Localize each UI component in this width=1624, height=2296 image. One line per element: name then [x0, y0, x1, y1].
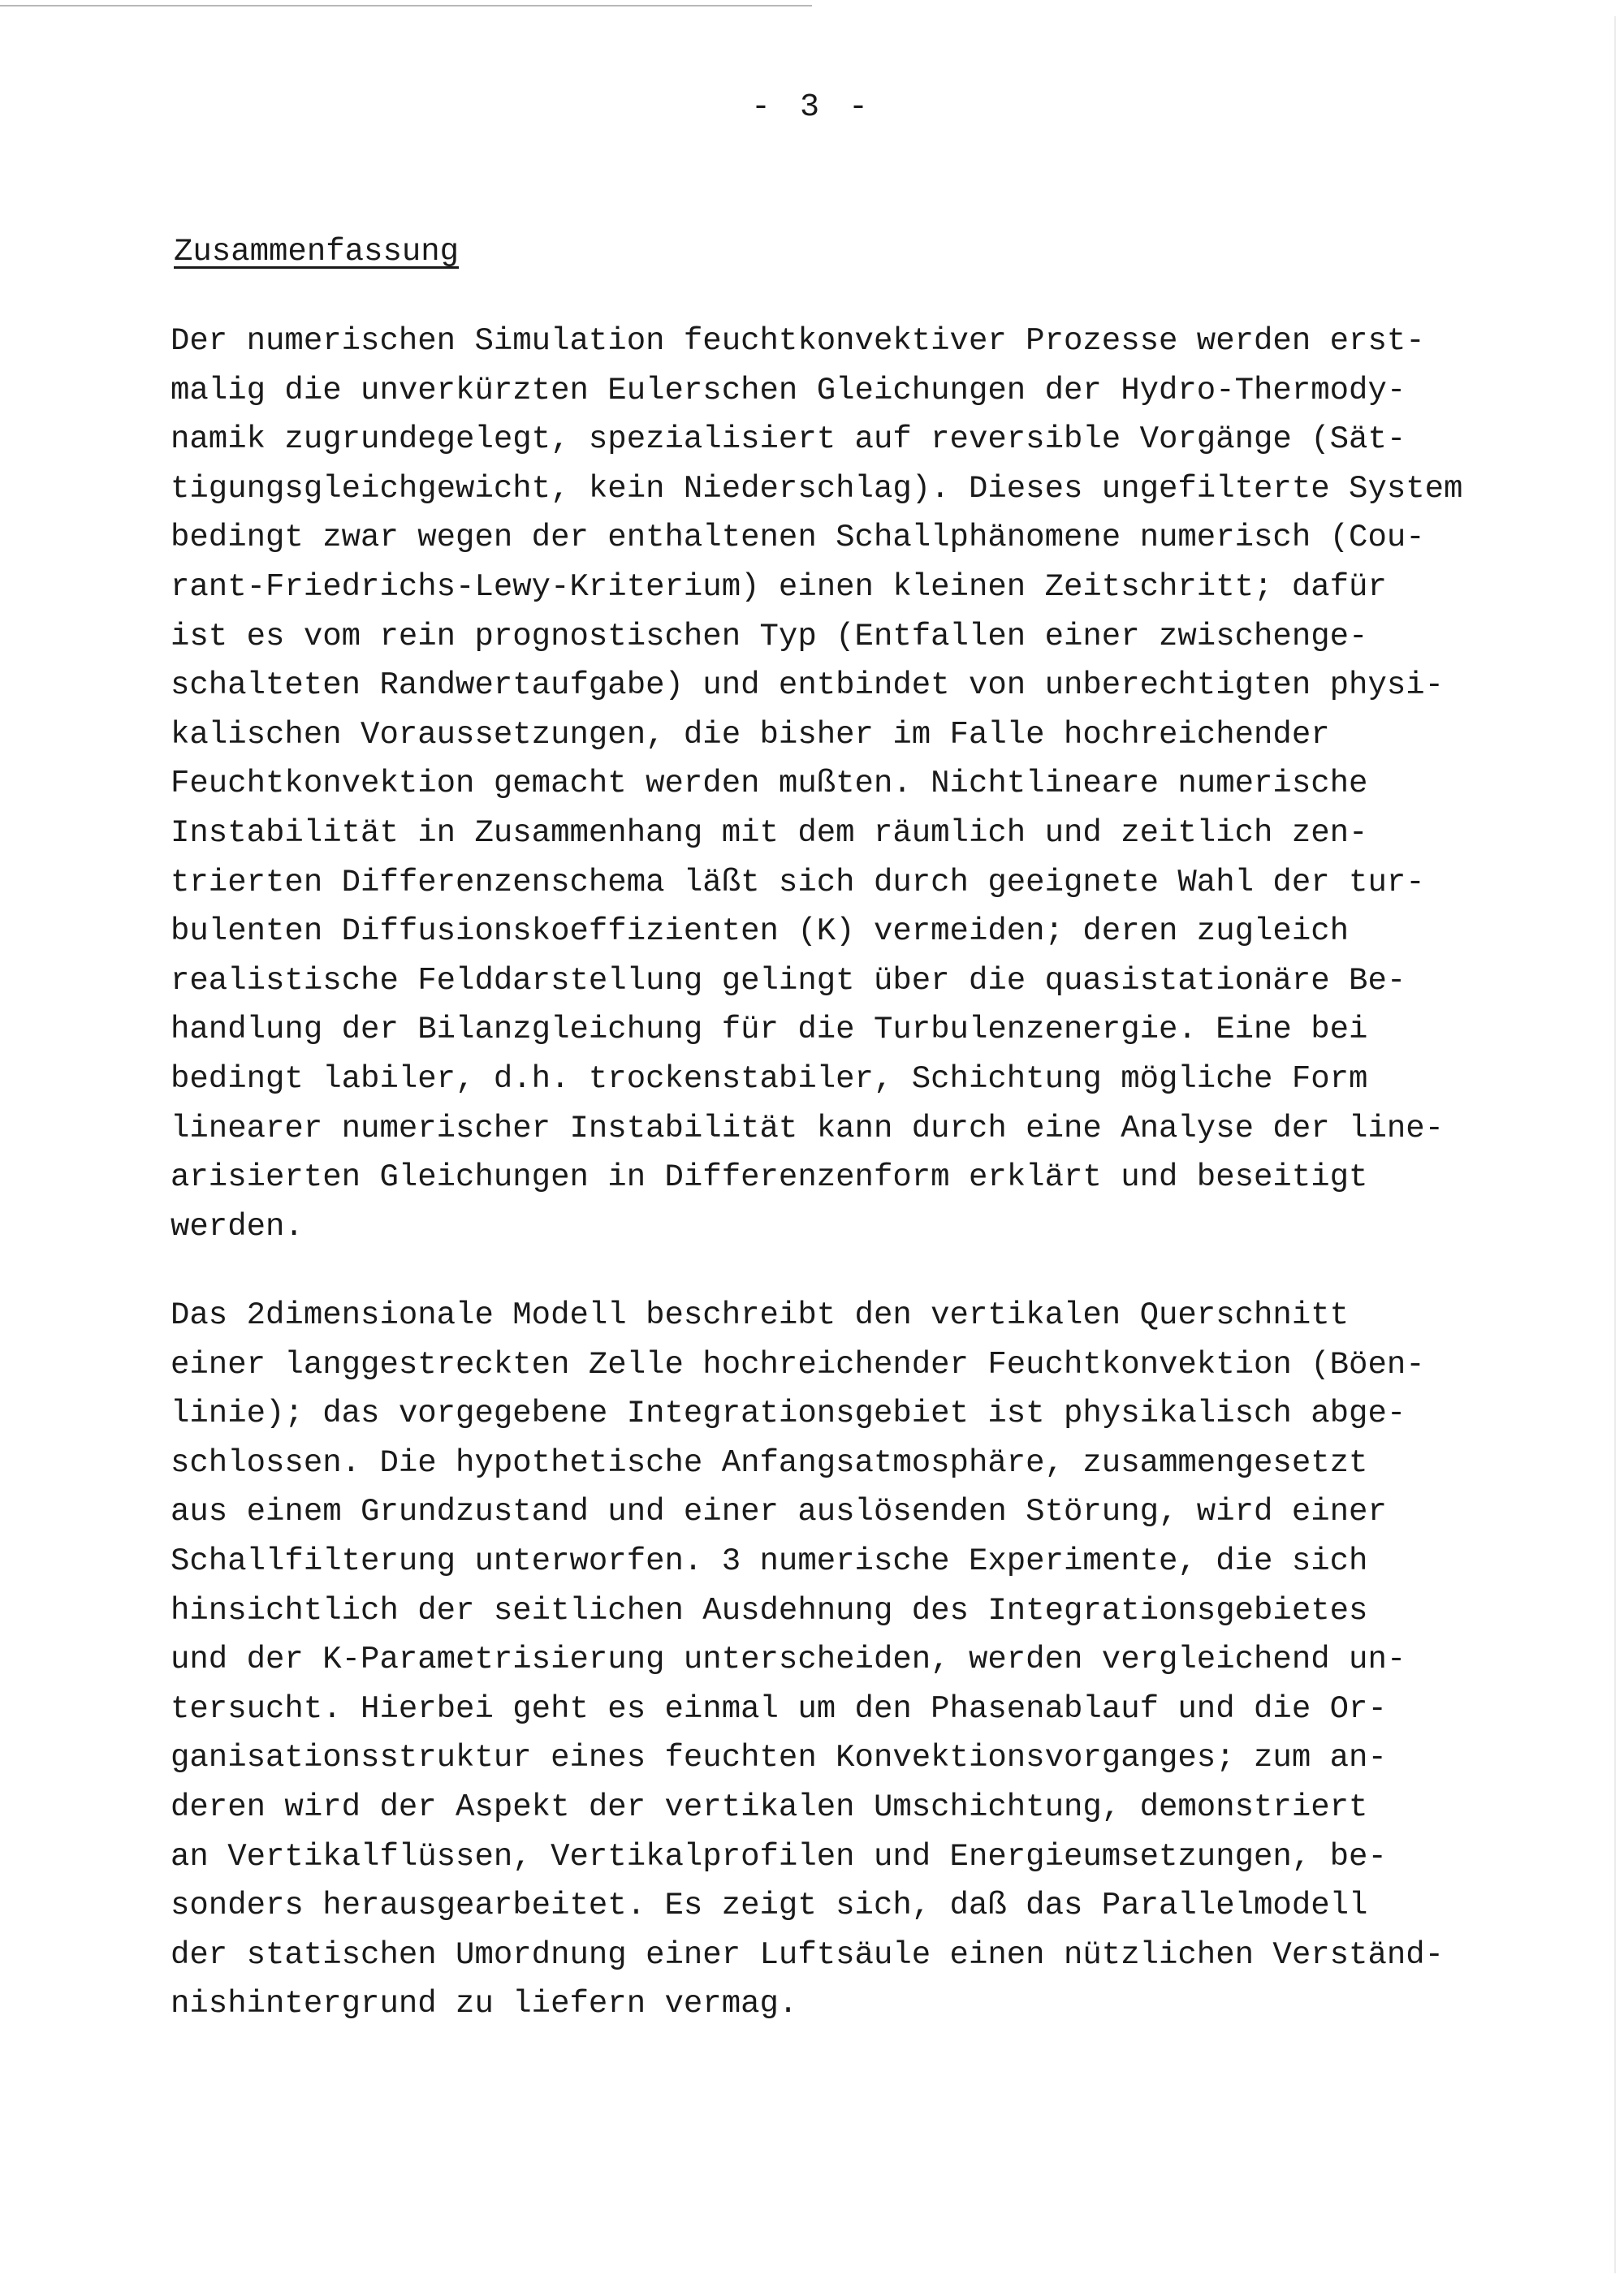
text-line: schlossen. Die hypothetische Anfangsatmosphäre, zusammengesetzt: [171, 1444, 1368, 1481]
text-line: malig die unverkürzten Eulerschen Gleichungen der Hydro-Thermody-: [171, 372, 1406, 408]
text-line: bedingt labiler, d.h. trockenstabiler, Schichtung mögliche Form: [171, 1060, 1368, 1097]
text-line: bedingt zwar wegen der enthaltenen Schallphänomene numerisch (Cou-: [171, 520, 1425, 556]
text-line: und der K-Parametrisierung unterscheiden, werden vergleichend un-: [171, 1642, 1406, 1678]
page-number: - 3 -: [750, 89, 874, 126]
text-line: hinsichtlich der seitlichen Ausdehnung des Integrationsgebietes: [171, 1592, 1368, 1629]
text-line: Der numerischen Simulation feuchtkonvektiver Prozesse werden erst-: [171, 323, 1425, 359]
text-line: deren wird der Aspekt der vertikalen Umschichtung, demonstriert: [171, 1789, 1368, 1825]
text-line: rant-Friedrichs-Lewy-Kriterium) einen kleinen Zeitschritt; dafür: [171, 568, 1387, 605]
section-heading: Zusammenfassung: [174, 234, 460, 270]
text-line: tigungsgleichgewicht, kein Niederschlag). Dieses ungefilterte System: [171, 470, 1463, 507]
text-line: sonders herausgearbeitet. Es zeigt sich, daß das Parallelmodell: [171, 1888, 1368, 1924]
scan-edge-top: [0, 5, 812, 6]
text-line: an Vertikalflüssen, Vertikalprofilen und Energieumsetzungen, be-: [171, 1838, 1387, 1875]
text-line: ganisationsstruktur eines feuchten Konvektionsvorganges; zum an-: [171, 1740, 1387, 1776]
text-line: bulenten Diffusionskoeffizienten (K) vermeiden; deren zugleich: [171, 913, 1350, 950]
text-line: kalischen Voraussetzungen, die bisher im Falle hochreichender: [171, 716, 1330, 753]
text-line: einer langgestreckten Zelle hochreichender Feuchtkonvektion (Böen-: [171, 1346, 1425, 1383]
text-line: tersucht. Hierbei geht es einmal um den Phasenablauf und die Or-: [171, 1690, 1387, 1727]
paragraph-2: [171, 1291, 1502, 2029]
text-line: werden.: [171, 1208, 304, 1245]
text-line: realistische Felddarstellung gelingt über die quasistationäre Be-: [171, 962, 1406, 999]
text-line: Schallfilterung unterworfen. 3 numerische Experimente, die sich: [171, 1543, 1368, 1579]
text-line: handlung der Bilanzgleichung für die Turbulenzenergie. Eine bei: [171, 1012, 1368, 1048]
text-line: Das 2dimensionale Modell beschreibt den vertikalen Querschnitt: [171, 1297, 1350, 1333]
text-line: der statischen Umordnung einer Luftsäule einen nützlichen Verständ-: [171, 1936, 1445, 1973]
text-line: Feuchtkonvektion gemacht werden mußten. Nichtlineare numerische: [171, 766, 1368, 802]
text-line: ist es vom rein prognostischen Typ (Entfallen einer zwischenge-: [171, 618, 1368, 654]
text-line: linearer numerischer Instabilität kann durch eine Analyse der line-: [171, 1110, 1445, 1146]
text-line: arisierten Gleichungen in Differenzenform erklärt und beseitigt: [171, 1159, 1368, 1196]
text-line: Instabilität in Zusammenhang mit dem räumlich und zeitlich zen-: [171, 814, 1368, 851]
text-line: namik zugrundegelegt, spezialisiert auf reversible Vorgänge (Sät-: [171, 421, 1406, 458]
text-line: schalteten Randwertaufgabe) und entbindet von unberechtigten physi-: [171, 667, 1445, 704]
paragraph-1: [171, 317, 1502, 1251]
text-line: linie); das vorgegebene Integrationsgebiet ist physikalisch abge-: [171, 1396, 1406, 1432]
scan-edge-right: [1614, 16, 1616, 2273]
text-line: trierten Differenzenschema läßt sich durch geeignete Wahl der tur-: [171, 864, 1425, 900]
text-line: aus einem Grundzustand und einer auslösenden Störung, wird einer: [171, 1494, 1387, 1530]
text-line: nishintergrund zu liefern vermag.: [171, 1986, 798, 2022]
